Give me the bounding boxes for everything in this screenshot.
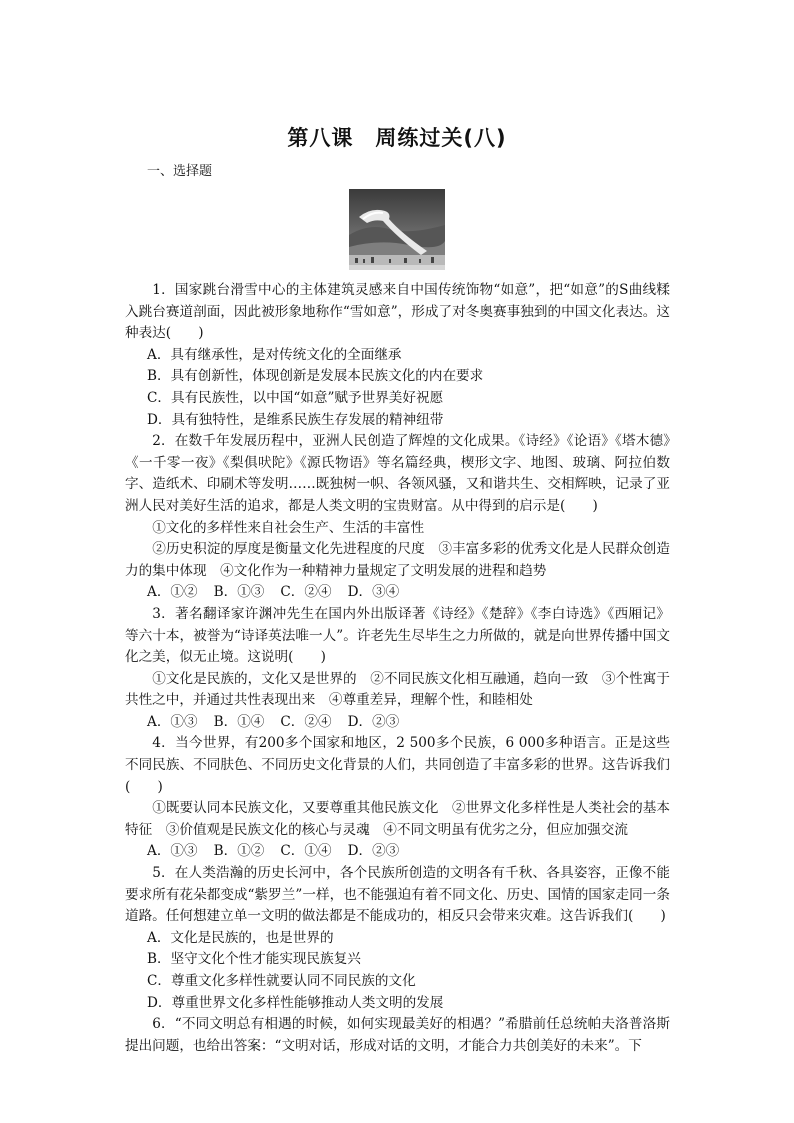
question-5-option-d: D．尊重世界文化多样性能够推动人类文明的发展 (147, 994, 444, 1011)
question-1-option-a: A．具有继承性，是对传统文化的全面继承 (147, 346, 402, 363)
question-5-stem: 5．在人类浩瀚的历史长河中，各个民族所创造的文明各有千秋、各具姿容，正像不能要求所有花朵都变成“紫罗兰”一样，也不能强迫有着不同文化、历史、国情的国家走同一条道路。任何想建立单一文明的做法都是不能成功的，相反只会带来灾难。这告诉我们( ) (125, 865, 670, 925)
question-4-option-b: B．①② (213, 843, 265, 860)
question-5-option-c: C．尊重文化多样性就要认同不同民族的文化 (147, 973, 416, 989)
question-2-option-d: D．③④ (347, 584, 400, 601)
question-4-stem: 4．当今世界，有200多个国家和地区，2 500多个民族，6 000多种语言。正是这些不同民族、不同肤色、不同历史文化背景的人们，共同创造了丰富多彩的世界。这告诉我们( ) (125, 735, 670, 795)
question-4-option-c: C．①④ (280, 843, 332, 860)
question-4-options (125, 841, 670, 863)
question-1-option-b: B．具有创新性，体现创新是发展本民族文化的内在要求 (147, 368, 484, 385)
question-2-statement-1: ①文化的多样性来自社会生产、生活的丰富性 (152, 519, 425, 536)
question-5-option-a: A．文化是民族的，也是世界的 (147, 929, 334, 946)
question-4-option-a: A．①③ (147, 843, 198, 860)
ski-jump-photo (349, 189, 445, 270)
question-3-statements: ①文化是民族的，文化又是世界的 ②不同民族文化相互融通，趋向一致 ③个性寓于共性之中，并通过共性表现出来 ④尊重差异，理解个性，和睦相处 (125, 670, 670, 709)
question-1-option-d: D．具有独特性，是维系民族生存发展的精神纽带 (147, 411, 444, 428)
question-4-statements: ①既要认同本民族文化，又要尊重其他民族文化 ②世界文化多样性是人类社会的基本特征 ③价值观是民族文化的核心与灵魂 ④不同文明虽有优劣之分，但应加强交流 (125, 800, 670, 838)
question-1-option-c: C．具有民族性，以中国“如意”赋予世界美好祝愿 (147, 389, 444, 406)
question-3-option-b: B．①④ (213, 713, 265, 730)
section-heading: 一、选择题 (147, 164, 213, 179)
question-2-option-c: C．②④ (280, 584, 332, 601)
question-4-option-d: D．②③ (347, 843, 400, 860)
question-3-option-c: C．②④ (280, 713, 332, 730)
question-2-statement-2: ②历史积淀的厚度是衡量文化先进程度的尺度 ③丰富多彩的优秀文化是人民群众创造力的集中体现 ④文化作为一种精神力量规定了文明发展的进程和趋势 (125, 541, 670, 579)
question-3-option-d: D．②③ (347, 713, 400, 730)
question-3-stem: 3．著名翻译家许渊冲先生在国内外出版译著《诗经》《楚辞》《李白诗选》《西厢记》等六十本，被誉为“诗译英法唯一人”。许老先生尽毕生之力所做的，就是向世界传播中国文化之美，似无止境。这说明( ) (125, 605, 670, 666)
question-2-option-b: B．①③ (213, 584, 265, 601)
question-2-stem: 2．在数千年发展历程中，亚洲人民创造了辉煌的文化成果。《诗经》《论语》《塔木德》《一千零一夜》《梨俱吠陀》《源氏物语》等名篇经典，楔形文字、地图、玻璃、阿拉伯数字、造纸术、印刷术等发明……既独树一帜、各领风骚，又和谐共生、交相辉映，记录了亚洲人民对美好生活的追求，都是人类文明的宝贵财富。从中得到的启示是( ) (125, 433, 670, 514)
question-5-option-b: B．坚守文化个性才能实现民族复兴 (147, 951, 361, 968)
question-2-options (125, 582, 670, 604)
question-list (125, 280, 670, 1057)
question-3-option-a: A．①③ (147, 713, 198, 730)
question-1-stem: 1．国家跳台滑雪中心的主体建筑灵感来自中国传统饰物“如意”，把“如意”的S曲线糅入跳台赛道剖面，因此被形象地称作“雪如意”，形成了对冬奥赛事独到的中国文化表达。这种表达( ) (125, 282, 670, 342)
question-2-option-a: A．①② (147, 584, 198, 601)
question-3-options (125, 712, 670, 734)
page-title: 第八课 周练过关(八) (287, 126, 507, 150)
question-6-stem: 6．“不同文明总有相遇的时候，如何实现最美好的相遇？”希腊前任总统帕夫洛普洛斯提出问题，也给出答案：“文明对话，形成对话的文明，才能合力共创美好的未来”。下 (125, 1016, 670, 1054)
